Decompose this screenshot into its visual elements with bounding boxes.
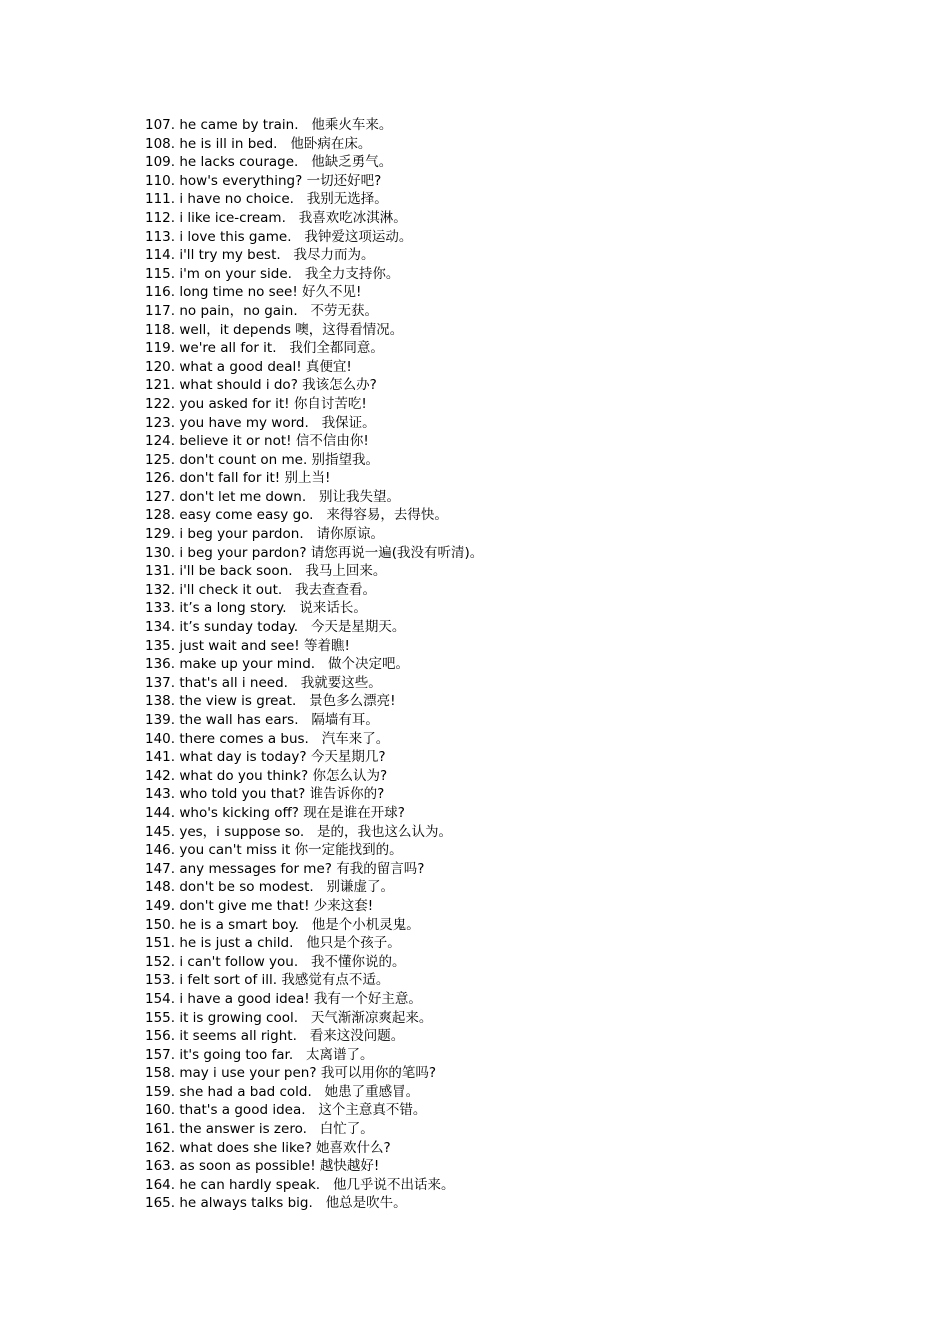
phrase-line: 128. easy come easy go. 来得容易，去得快。 bbox=[145, 507, 448, 524]
phrase-line: 115. i'm on your side. 我全力支持你。 bbox=[145, 265, 400, 282]
phrase-line: 108. he is ill in bed. 他卧病在床。 bbox=[145, 135, 372, 152]
phrase-line: 131. i'll be back soon. 我马上回来。 bbox=[145, 563, 387, 580]
phrase-line: 150. he is a smart boy. 他是个小机灵鬼。 bbox=[145, 916, 420, 933]
phrase-line: 153. i felt sort of ill. 我感觉有点不适。 bbox=[145, 972, 390, 989]
phrase-line: 113. i love this game. 我钟爱这项运动。 bbox=[145, 228, 413, 245]
phrase-line: 148. don't be so modest. 别谦虚了。 bbox=[145, 879, 395, 896]
phrase-line: 159. she had a bad cold. 她患了重感冒。 bbox=[145, 1083, 420, 1100]
phrase-line: 107. he came by train. 他乘火车来。 bbox=[145, 117, 393, 133]
phrase-line: 135. just wait and see! 等着瞧! bbox=[145, 637, 350, 654]
phrase-line: 118. well，it depends 噢，这得看情况。 bbox=[145, 321, 404, 338]
phrase-line: 163. as soon as possible! 越快越好! bbox=[145, 1158, 380, 1175]
phrase-line: 110. how's everything? 一切还好吧? bbox=[145, 172, 382, 189]
phrase-line: 114. i'll try my best. 我尽力而为。 bbox=[145, 247, 375, 264]
phrase-line: 141. what day is today? 今天星期几? bbox=[145, 749, 386, 766]
phrase-line: 132. i'll check it out. 我去查查看。 bbox=[145, 581, 377, 598]
phrase-line: 142. what do you think? 你怎么认为? bbox=[145, 767, 388, 784]
phrase-line: 160. that's a good idea. 这个主意真不错。 bbox=[145, 1102, 427, 1119]
phrase-line: 129. i beg your pardon. 请你原谅。 bbox=[145, 526, 384, 543]
phrase-line: 112. i like ice-cream. 我喜欢吃冰淇淋。 bbox=[145, 209, 407, 226]
phrase-line: 120. what a good deal! 真便宜! bbox=[145, 358, 352, 375]
phrase-line: 152. i can't follow you. 我不懂你说的。 bbox=[145, 953, 406, 970]
phrase-line: 140. there comes a bus. 汽车来了。 bbox=[145, 730, 390, 747]
phrase-line: 126. don't fall for it! 别上当! bbox=[145, 470, 331, 487]
phrase-line: 125. don't count on me. 别指望我。 bbox=[145, 451, 380, 468]
phrase-line: 139. the wall has ears. 隔墙有耳。 bbox=[145, 712, 379, 728]
phrase-line: 155. it is growing cool. 天气渐渐凉爽起来。 bbox=[145, 1009, 433, 1026]
phrase-line: 145. yes，i suppose so. 是的，我也这么认为。 bbox=[145, 823, 453, 840]
phrase-line: 151. he is just a child. 他只是个孩子。 bbox=[145, 935, 401, 952]
phrase-line: 122. you asked for it! 你自讨苦吃! bbox=[145, 395, 367, 412]
phrase-line: 157. it's going too far. 太离谱了。 bbox=[145, 1046, 374, 1063]
phrase-line: 116. long time no see! 好久不见! bbox=[145, 284, 362, 301]
phrase-line: 124. believe it or not! 信不信由你! bbox=[145, 433, 369, 450]
phrase-line: 143. who told you that? 谁告诉你的? bbox=[145, 786, 385, 803]
phrase-list bbox=[145, 116, 905, 1213]
phrase-line: 117. no pain，no gain. 不劳无获。 bbox=[145, 302, 379, 319]
phrase-line: 161. the answer is zero. 白忙了。 bbox=[145, 1121, 374, 1138]
phrase-line: 119. we're all for it. 我们全都同意。 bbox=[145, 340, 384, 357]
phrase-line: 158. may i use your pen? 我可以用你的笔吗? bbox=[145, 1065, 436, 1082]
phrase-line: 138. the view is great. 景色多么漂亮! bbox=[145, 693, 396, 710]
phrase-line: 164. he can hardly speak. 他几乎说不出话来。 bbox=[145, 1176, 455, 1193]
phrase-line: 146. you can't miss it 你一定能找到的。 bbox=[145, 842, 403, 859]
phrase-line: 133. it’s a long story. 说来话长。 bbox=[145, 600, 367, 617]
phrase-line: 165. he always talks big. 他总是吹牛。 bbox=[145, 1195, 407, 1212]
phrase-line: 154. i have a good idea! 我有一个好主意。 bbox=[145, 990, 422, 1007]
phrase-line: 127. don't let me down. 别让我失望。 bbox=[145, 488, 401, 505]
phrase-line: 156. it seems all right. 看来这没问题。 bbox=[145, 1028, 405, 1045]
phrase-line: 111. i have no choice. 我别无选择。 bbox=[145, 191, 388, 208]
phrase-line: 123. you have my word. 我保证。 bbox=[145, 414, 376, 431]
phrase-line: 109. he lacks courage. 他缺乏勇气。 bbox=[145, 154, 393, 171]
phrase-line: 162. what does she like? 她喜欢什么? bbox=[145, 1139, 391, 1156]
phrase-line: 136. make up your mind. 做个决定吧。 bbox=[145, 656, 409, 673]
phrase-line: 130. i beg your pardon? 请您再说一遍(我没有听清)。 bbox=[145, 544, 484, 561]
phrase-line: 137. that's all i need. 我就要这些。 bbox=[145, 674, 382, 691]
phrase-line: 144. who's kicking off? 现在是谁在开球? bbox=[145, 804, 405, 821]
phrase-line: 134. it’s sunday today. 今天是星期天。 bbox=[145, 619, 406, 636]
phrase-line: 147. any messages for me? 有我的留言吗? bbox=[145, 860, 425, 877]
phrase-line: 121. what should i do? 我该怎么办? bbox=[145, 377, 377, 394]
phrase-line: 149. don't give me that! 少来这套! bbox=[145, 897, 374, 914]
